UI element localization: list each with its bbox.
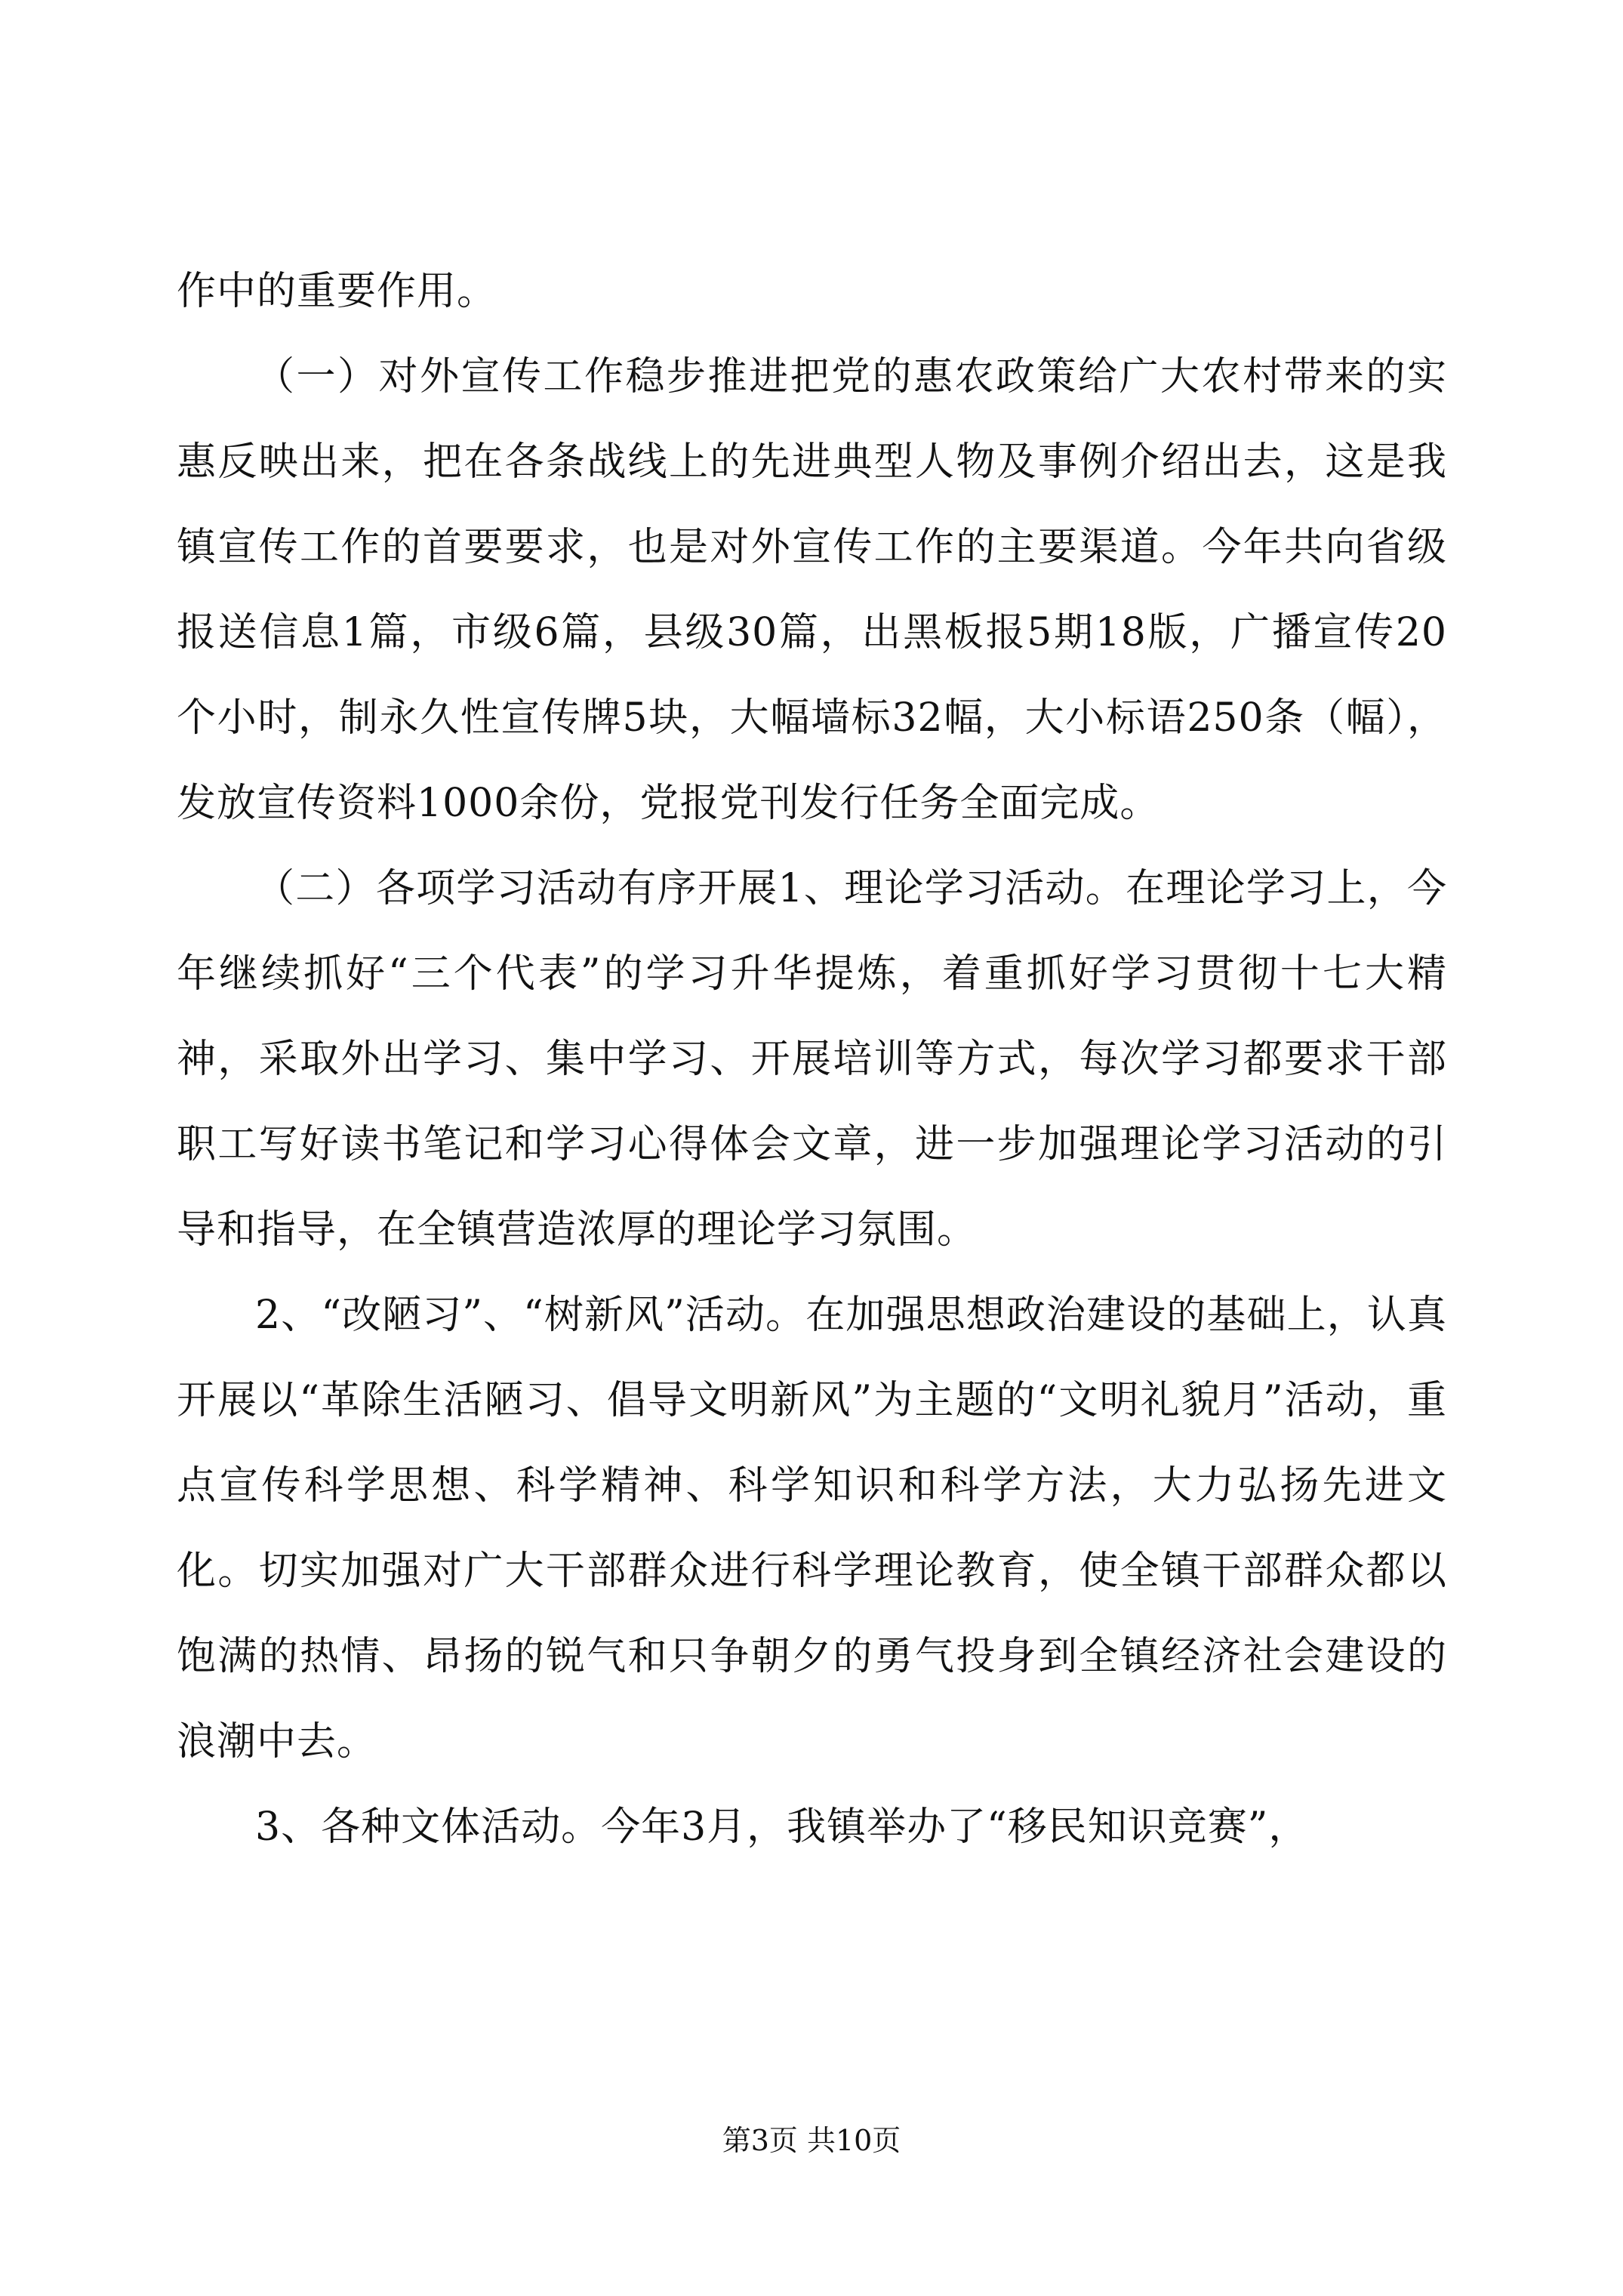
paragraph-new-customs: 2、“改陋习”、“树新风”活动。在加强思想政治建设的基础上，认真开展以“革除生活陋习、倡导文明新风”为主题的“文明礼貌月”活动，重点宣传科学思想、科学精神、科学知识和科学方法，大力弘扬先进文化。切实加强对广大干部群众进行科学理论教育，使全镇干部群众都以饱满的热情、昂扬的锐气和只争朝夕的勇气投身到全镇经济社会建设的浪潮中去。 [177, 1293, 1447, 1764]
document-body [177, 249, 1447, 1870]
paragraph-cultural-sports: 3、各种文体活动。今年3月，我镇举办了“移民知识竞赛”， [255, 1804, 1309, 1850]
paragraph-external-publicity: （一）对外宣传工作稳步推进把党的惠农政策给广大农村带来的实惠反映出来，把在各条战线上的先进典型人物及事例介绍出去，这是我镇宣传工作的首要要求，也是对外宣传工作的主要渠道。今年共向省级报送信息1篇，市级6篇，县级30篇，出黑板报5期18版，广播宣传20个小时，制永久性宣传牌5块，大幅墙标32幅，大小标语250条（幅），发放宣传资料1000余份，党报党刊发行任务全面完成。 [177, 354, 1447, 826]
paragraph-study-activities: （二）各项学习活动有序开展1、理论学习活动。在理论学习上，今年继续抓好“三个代表”的学习升华提炼，着重抓好学习贯彻十七大精神，采取外出学习、集中学习、开展培训等方式，每次学习都要求干部职工写好读书笔记和学习心得体会文章，进一步加强理论学习活动的引导和指导，在全镇营造浓厚的理论学习氛围。 [177, 866, 1447, 1253]
page-number-footer: 第3页 共10页 [722, 2124, 901, 2157]
paragraph-continuation: 作中的重要作用。 [177, 269, 497, 314]
